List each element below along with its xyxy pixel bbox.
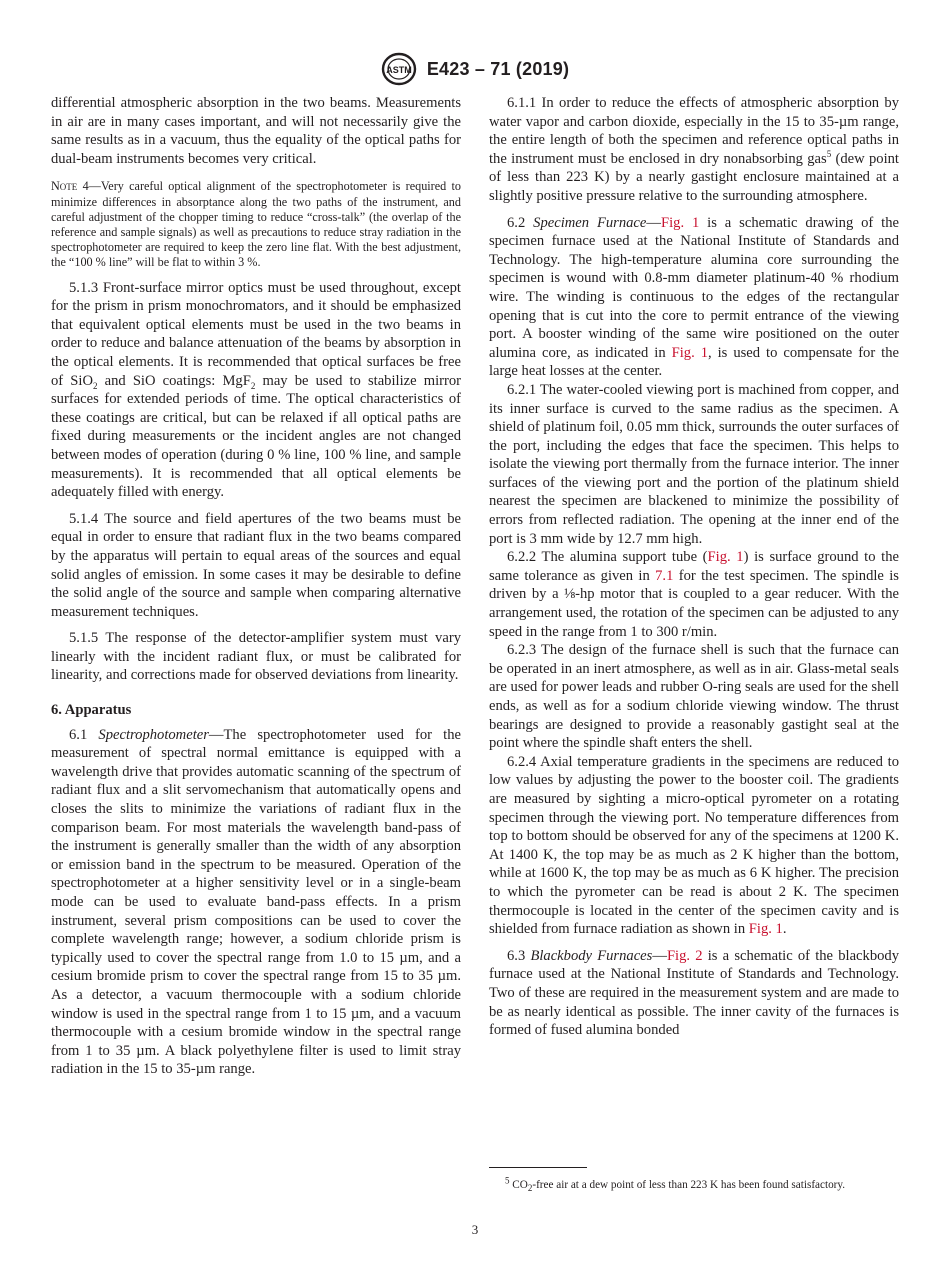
note-label: Note 4 [51,179,89,194]
footnote-text-b: -free air at a dew point of less than 223 K has been found satisfactory. [532,1179,846,1191]
paragraph-6-2-2 [489,548,899,641]
paragraph-6-3 [489,947,899,1040]
p513-text-a: 5.1.3 Front-surface mirror optics must be used throughout, except for the prism in prism monochromators, and it should be emphasized that equivalent optical elements must be used in the two beams in order to reduce and balance attenuation of the beams by absorption in the optical elements. It is recommended that optical surfaces be free of SiO [51,279,461,389]
p611-text-a: 6.1.1 In order to reduce the effects of atmospheric absorption by water vapor and carbon dioxide, especially in the 15 to 35-µm range, the entire length of both the specimen and reference optical paths in the instrument must be enclosed in dry nonabsorbing gas [489,95,899,167]
note-4 [51,179,461,270]
figure-link[interactable]: Fig. 1 [707,549,744,566]
p61-number: 6.1 [69,726,99,743]
p622-text-a: 6.2.2 The alumina support tube ( [507,549,708,566]
p624-text-b: . [782,921,787,938]
paragraph-5-1-3 [51,279,461,502]
left-column [51,94,461,1079]
footnote-ref: 5 [826,148,832,159]
figure-link[interactable]: Fig. 2 [666,947,703,964]
paragraph-6-2 [489,214,899,381]
figure-link[interactable]: Fig. 1 [660,214,700,231]
p61-text: —The spectrophotometer used for the measurement of spectral normal emittance is equipped with a wavelength drive that provides automatic scanning of the spectrum of radiant flux and a slit servomechanism that automatically opens and closes the slits to minimize the variations of radiant flux in the comparison beam. For most materials the wavelength band-pass of the instrument is generally smaller than the width of any absorption or emission band in the spectrum to be measured. Operation of the spectrophotometer at a higher sensitivity level or in a single-beam mode can be used to evaluate band-pass effects. In a prism instrument, several prism compositions can be used to cover the complete wavelength range; however, a sodium chloride prism is typically used to cover the spectral range from 1.0 to 15 µm, and a cesium bromide prism to cover the spectral range from 15 to 35 µm. As a detector, a vacuum thermocouple with a sodium chloride window is used in the spectral range from 1 to 15 µm, and a vacuum thermocouple with a cesium bromide window in the spectral range from 1 to 35 µm. A black polyethylene filter is used to limit stray radiation in the 15 to 35-µm range. [51,726,462,1078]
paragraph-6-2-3: 6.2.3 The design of the furnace shell is such that the furnace can be operated in an inert atmosphere, as well as in air. Glass-metal seals are used for power leads and rubber O-ring seals are used for the shell ends, as well as for a sodium chloride viewing window. The thrust bearings are designed to provide a reasonably gastight seal at the point where the spindle shaft enters the shell. [489,642,899,752]
paragraph-continued: differential atmospheric absorption in the two beams. Measurements in air are in many cases important, and will not necessarily give the same results as in a vacuum, thus the equality of the optical paths for dual-beam instruments becomes very critical. [51,95,461,167]
paragraph-6-1 [51,726,461,1079]
p63-dash: — [652,947,667,964]
p63-title: Blackbody Furnaces [530,947,653,964]
paragraph-5-1-5: 5.1.5 The response of the detector-amplifier system must vary linearly with the incident radiant flux, or must be calibrated for linearity, and corrections made for observed deviations from linearity. [51,630,461,684]
p63-text-a: is a schematic of the blackbody furnace used at the National Institute of Standards and Technology. Two of these are required in the measurement system and are made to be as nearly identical as possible. The inner cavity of the furnaces is formed of fused alumina bonded [489,947,900,1039]
paragraph-5-1-4: 5.1.4 The source and field apertures of the two beams must be equal in order to ensure that radiant flux in the two beams compared by the apparatus will pertain to equal areas of the sources and equal solid angles of emission. In some cases it may be desirable to define the solid angle of the source and sample when comparing alternative measurement techniques. [51,510,461,620]
document-designation: E423 – 71 (2019) [426,58,570,79]
right-column [489,94,899,1040]
astm-logo-icon [381,52,417,86]
p513-text-b: and SiO coatings: MgF [97,372,251,389]
section-heading: 6. Apparatus [51,702,132,719]
p62-title: Specimen Furnace [533,214,647,231]
p61-title: Spectrophotometer [98,726,209,743]
footnote-divider [489,1167,587,1168]
p62-number: 6.2 [507,214,534,231]
p611-text-b: (dew point of less than 223 K) by a nearly gastight enclosure maintained at a slightly positive pressure relative to the surrounding atmosphere. [489,150,899,204]
figure-link[interactable]: Fig. 1 [748,921,783,938]
paragraph-6-2-1: 6.2.1 The water-cooled viewing port is machined from copper, and its inner surface is curved to the same radius as the specimen. A shield of platinum foil, 0.05 mm thick, surrounds the outer surfaces of the port, including the edges that face the specimen. This helps to isolate the viewing port thermally from the furnace interior. The inner surfaces of the viewing port and the portion of the platinum shield nearest the specimen are blackened to minimize the possibility of errors from reflected radiation. The opening at the inner end of the port is 3 mm wide by 12.7 mm high. [489,381,899,547]
page-number: 3 [471,1222,479,1237]
p513-text-c: may be used to stabilize mirror surfaces for extended periods of time. The optical characteristics of these coatings are critical, but can be relaxed if all optical paths are fixed during measurements or the incident angles are not changed between modes of operation (during 0 % line, 100 % line, and sample measurements). It is recommended that all optical elements be adequately filled with energy. [51,372,462,501]
p62-dash: — [646,214,661,231]
paragraph-6-1-1 [489,94,899,206]
subscript: 2 [250,380,256,391]
subscript: 2 [93,380,98,391]
p62-text-a: is a schematic drawing of the specimen furnace used at the National Institute of Standards and Technology. The high-temperature alumina core surrounding the specimen is wound with 0.8-mm diameter platinum-40 % rhodium wire. The winding is continuous to the edges of the rectangular opening that is cut into the core to permit entrance of the viewing port. A booster winding of the same wire positioned on the outer alumina core, as indicated in [489,214,900,361]
note-text: —Very careful optical alignment of the spectrophotometer is required to minimize differences in absorptance along the two paths of the instrument, and careful adjustment of the chopper timing to reduce “cross-talk” (the overlap of the reference and sample signals) as well as precautions to reduce stray radiation in the spectrophotometer are required to keep the zero line flat. With the best adjustment, the “100 % line” will be flat to within 3 %. [51,179,461,270]
footnote-text-a: CO [509,1179,528,1191]
p622-text-c: for the test specimen. The spindle is driven by a ⅛-hp motor that is coupled to a gear reducer. With the arrangement used, the rotation of the specimen can be adjusted to any speed in the range from 1 to 300 r/min. [489,567,899,640]
subscript: 2 [527,1183,533,1194]
p63-number: 6.3 [507,947,531,964]
page-header [0,52,950,86]
figure-link[interactable]: Fig. 1 [671,344,708,361]
logo-text: ASTM [386,65,412,75]
p622-text-b: ) is surface ground to the same tolerance as given in [489,549,899,584]
p624-text-a: 6.2.4 Axial temperature gradients in the specimens are reduced to low values by adjusting the power to the booster coil. The gradients are measured by sighting a micro-optical pyrometer on a rotating specimen through the viewing port. No temperature differences from top to bottom should be observed for any of the specimens at 1200 K. At 1400 K, the top may be as much as 2 K higher than the bottom, while at 1600 K, the top may be as much as 6 K higher. The precision to which the pyrometer can be read is about 2 K. The specimen thermocouple is located in the center of the specimen cavity and is shielded from furnace radiation as shown in [489,753,899,938]
footnote-marker: 5 [505,1175,510,1186]
paragraph-6-2-4 [489,753,899,939]
section-link[interactable]: 7.1 [655,567,674,584]
footnote-5 [505,1175,905,1194]
p62-text-b: , is used to compensate for the large heat losses at the center. [489,344,900,380]
